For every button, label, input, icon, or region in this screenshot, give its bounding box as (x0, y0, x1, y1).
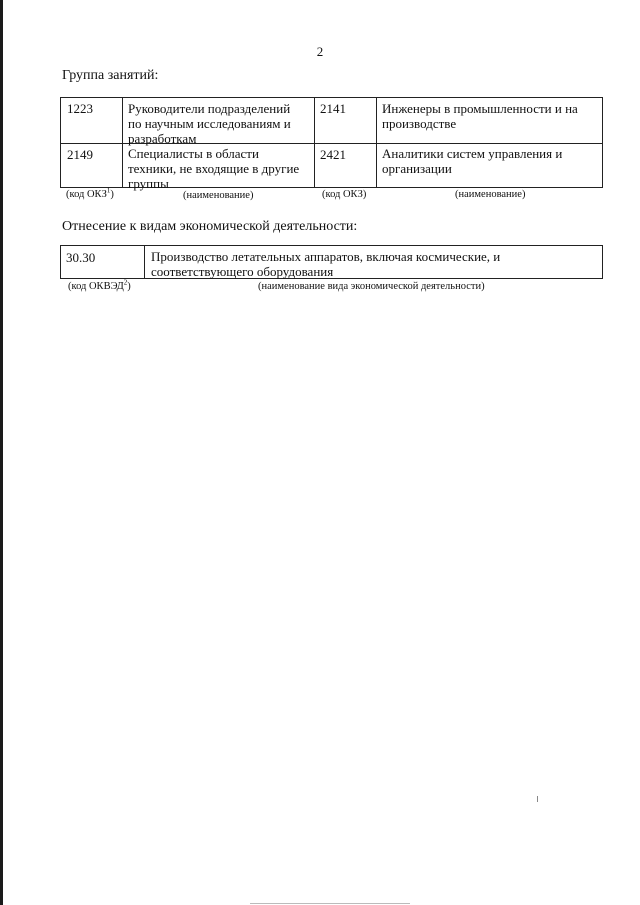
occupation-name-line: Специалисты в области (128, 146, 259, 161)
activity-name-line: соответствующего оборудования (151, 264, 334, 279)
table-col-divider-2 (314, 97, 315, 188)
caption-okz-code: (код ОКЗ$^1$) (66, 186, 114, 200)
occupation-name-line: группы (128, 176, 169, 191)
table-left-border (60, 97, 61, 188)
occupation-name-line: Руководители подразделений (128, 101, 291, 116)
okz-code: 2421 (320, 147, 346, 162)
caption-okved-code: (код ОКВЭД$^2$) (68, 278, 131, 292)
occupation-name (382, 146, 600, 176)
table-top-border (60, 97, 602, 98)
occupation-name (382, 101, 600, 131)
occupation-name-line: техники, не входящие в другие (128, 161, 300, 176)
table-top-border (60, 245, 602, 246)
caption-name-2: (наименование) (455, 189, 526, 200)
okz-code: 2149 (67, 147, 93, 162)
table-col-divider-3 (376, 97, 377, 188)
okved-code: 30.30 (66, 250, 96, 265)
table-col-divider-1 (122, 97, 123, 188)
scan-speck (250, 903, 410, 904)
caption-okz-code-2: (код ОКЗ) (322, 189, 367, 200)
table-left-border (60, 245, 61, 279)
caption-activity-name: (наименование вида экономической деятельности) (258, 281, 485, 292)
okz-code: 2141 (320, 101, 346, 116)
page-edge (0, 0, 3, 905)
activity-name (151, 249, 596, 279)
table-right-border (602, 245, 603, 279)
occupation-name (128, 101, 312, 146)
table-col-divider (144, 245, 145, 279)
occupation-name-line: разработкам (128, 131, 197, 146)
occupation-name-line: организации (382, 161, 452, 176)
occupation-name (128, 146, 312, 191)
caption-name: (наименование) (183, 190, 254, 201)
occupation-name-line: производстве (382, 116, 457, 131)
occupation-group-title: Группа занятий: (62, 68, 159, 83)
okz-code: 1223 (67, 101, 93, 116)
scan-speck (537, 796, 538, 802)
occupation-name-line: Инженеры в промышленности и на (382, 101, 578, 116)
occupation-name-line: Аналитики систем управления и (382, 146, 563, 161)
economic-activity-title: Отнесение к видам экономической деятельности: (62, 219, 358, 234)
page-number: 2 (316, 44, 324, 59)
occupation-name-line: по научным исследованиям и (128, 116, 291, 131)
activity-name-line: Производство летательных аппаратов, включая космические, и (151, 249, 501, 264)
table-right-border (602, 97, 603, 188)
